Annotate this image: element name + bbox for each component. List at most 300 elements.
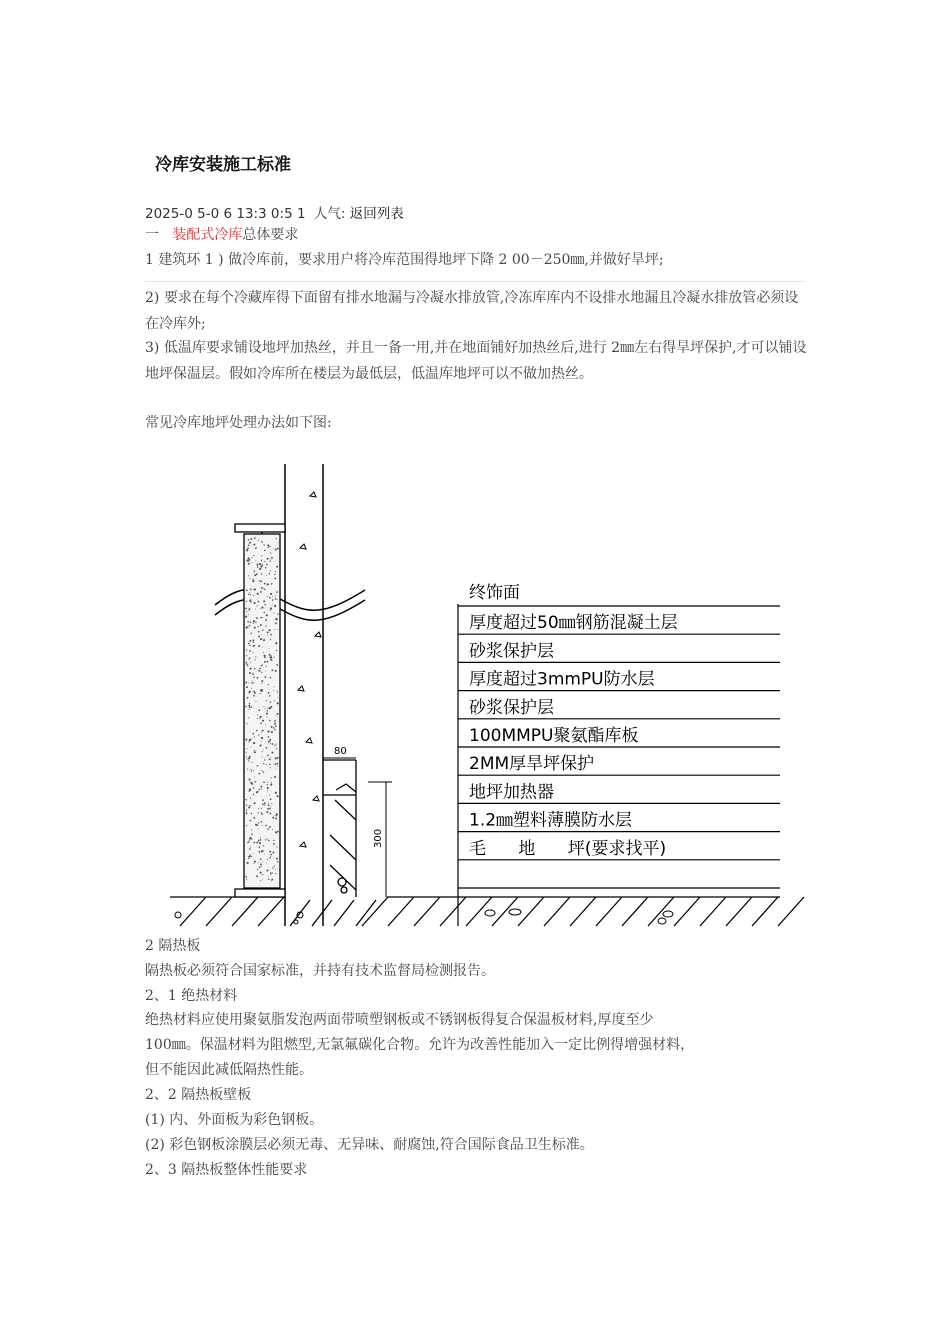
speckle-dot xyxy=(253,742,255,744)
speckle-dot xyxy=(268,740,270,742)
speckle-dot xyxy=(262,541,263,542)
speckle-dot xyxy=(275,571,276,572)
speckle-dot xyxy=(249,840,250,841)
hatch-line xyxy=(334,900,354,926)
speckle-dot xyxy=(268,743,269,744)
speckle-dot xyxy=(259,568,261,570)
speckle-dot xyxy=(261,555,262,556)
speckle-dot xyxy=(248,557,250,559)
section21-heading: 2、1 绝热材料 xyxy=(145,988,238,1004)
speckle-dot xyxy=(248,544,250,546)
speckle-dot xyxy=(253,555,254,556)
hatch-line xyxy=(622,897,648,926)
speckle-dot xyxy=(267,547,268,548)
speckle-dot xyxy=(251,783,253,785)
speckle-dot xyxy=(250,599,251,600)
hatch-line xyxy=(752,897,778,926)
speckle-dot xyxy=(255,824,257,826)
speckle-dot xyxy=(257,567,258,568)
speckle-dot xyxy=(249,756,251,758)
speckle-dot xyxy=(277,613,278,614)
layer-label: 厚度超过50㎜钢筋混凝土层 xyxy=(469,613,678,634)
speckle-dot xyxy=(270,872,272,874)
hatch-line xyxy=(596,897,622,926)
speckle-dot xyxy=(273,840,274,841)
speckle-dot xyxy=(250,856,252,858)
speckle-dot xyxy=(259,867,261,869)
speckle-dot xyxy=(274,865,275,866)
speckle-dot xyxy=(264,804,265,805)
speckle-dot xyxy=(259,717,260,718)
speckle-dot xyxy=(277,629,278,630)
speckle-dot xyxy=(270,607,272,609)
speckle-dot xyxy=(260,858,262,860)
speckle-dot xyxy=(247,768,248,769)
speckle-dot xyxy=(268,759,269,760)
section21-text1: 绝热材料应使用聚氨脂发泡两面带喷塑钢板或不锈钢板得复合保温板材料,厚度至少 xyxy=(145,1012,654,1028)
speckle-dot xyxy=(251,747,252,748)
speckle-dot xyxy=(277,599,278,600)
speckle-dot xyxy=(260,580,262,582)
speckle-dot xyxy=(246,799,247,800)
speckle-dot xyxy=(265,825,267,827)
speckle-dot xyxy=(264,638,265,639)
speckle-dot xyxy=(260,863,262,865)
speckle-dot xyxy=(255,560,256,561)
speckle-dot xyxy=(247,842,248,843)
back-to-list-link[interactable]: 返回列表 xyxy=(349,206,404,222)
speckle-dot xyxy=(276,716,277,717)
speckle-dot xyxy=(258,840,260,842)
speckle-dot xyxy=(270,702,272,704)
speckle-dot xyxy=(277,702,279,704)
speckle-dot xyxy=(254,752,256,754)
speckle-dot xyxy=(276,748,277,749)
hatch-line xyxy=(544,897,570,926)
speckle-dot xyxy=(245,876,247,878)
speckle-dot xyxy=(262,874,263,875)
speckle-dot xyxy=(257,791,258,792)
speckle-dot xyxy=(262,825,263,826)
speckle-dot xyxy=(252,733,254,735)
speckle-dot xyxy=(245,682,246,683)
hatch-line xyxy=(440,897,466,926)
speckle-dot xyxy=(250,846,251,847)
speckle-dot xyxy=(253,750,254,751)
speckle-dot xyxy=(249,578,250,579)
speckle-dot xyxy=(245,662,247,664)
speckle-dot xyxy=(259,580,260,581)
speckle-dot xyxy=(252,680,253,681)
speckle-dot xyxy=(251,633,252,634)
speckle-dot xyxy=(253,863,254,864)
speckle-dot xyxy=(251,688,252,689)
speckle-dot xyxy=(254,627,256,629)
speckle-dot xyxy=(277,713,279,715)
speckle-dot xyxy=(253,642,254,643)
speckle-dot xyxy=(253,652,254,653)
speckle-dot xyxy=(271,731,273,733)
layer-label: 终饰面 xyxy=(469,583,520,603)
paragraph-line4: 常见冷库地坪处理办法如下图: xyxy=(145,415,332,431)
speckle-dot xyxy=(257,765,259,767)
speckle-dot xyxy=(250,621,252,623)
section22-heading: 2、2 隔热板壁板 xyxy=(145,1087,252,1103)
speckle-dot xyxy=(261,812,262,813)
speckle-dot xyxy=(274,700,275,701)
speckle-dot xyxy=(249,788,251,790)
speckle-dot xyxy=(263,749,264,750)
speckle-dot xyxy=(267,632,269,634)
speckle-dot xyxy=(249,848,251,850)
speckle-dot xyxy=(275,604,276,605)
speckle-dot xyxy=(261,788,262,789)
speckle-dot xyxy=(258,808,259,809)
speckle-dot xyxy=(269,808,271,810)
speckle-dot xyxy=(264,759,265,760)
speckle-dot xyxy=(271,659,273,661)
speckle-dot xyxy=(257,869,258,870)
speckle-dot xyxy=(261,560,262,561)
speckle-dot xyxy=(253,676,255,678)
speckle-dot xyxy=(252,580,254,582)
speckle-dot xyxy=(258,670,260,672)
speckle-dot xyxy=(267,544,269,546)
speckle-dot xyxy=(264,657,266,659)
speckle-dot xyxy=(249,709,250,710)
speckle-dot xyxy=(251,838,252,839)
speckle-dot xyxy=(276,566,278,568)
section2-text: 隔热板必须符合国家标准，并持有技术监督局检测报告。 xyxy=(145,963,495,979)
speckle-dot xyxy=(254,602,256,604)
speckle-dot xyxy=(260,608,261,609)
speckle-dot xyxy=(275,670,277,672)
speckle-dot xyxy=(276,591,278,593)
speckle-dot xyxy=(261,741,262,742)
speckle-dot xyxy=(258,601,260,603)
speckle-dot xyxy=(254,861,256,863)
speckle-dot xyxy=(260,837,261,838)
speckle-dot xyxy=(246,549,248,551)
speckle-dot xyxy=(264,561,265,562)
speckle-dot xyxy=(271,559,272,560)
section1-suffix: 总体要求 xyxy=(242,227,299,243)
ground-aggregate xyxy=(175,909,673,924)
speckle-dot xyxy=(275,792,277,794)
speckle-dot xyxy=(248,741,249,742)
speckle-dot xyxy=(261,573,262,574)
speckle-dot xyxy=(264,854,265,855)
speckle-dot xyxy=(253,795,254,796)
speckle-dot xyxy=(249,625,250,626)
speckle-dot xyxy=(268,876,269,877)
curb xyxy=(323,760,356,897)
speckle-dot xyxy=(277,548,279,550)
speckle-dot xyxy=(246,627,248,629)
speckle-dot xyxy=(259,693,260,694)
speckle-dot xyxy=(249,691,250,692)
page-title: 冷库安装施工标准 xyxy=(155,155,291,175)
speckle-dot xyxy=(274,578,276,580)
speckle-dot xyxy=(267,596,268,597)
cold-storage-link[interactable]: 装配式冷库 xyxy=(172,227,243,243)
speckle-dot xyxy=(249,838,251,840)
speckle-dot xyxy=(274,729,276,731)
speckle-dot xyxy=(272,852,274,854)
speckle-dot xyxy=(246,878,247,879)
speckle-dot xyxy=(246,663,248,665)
hatch-line xyxy=(518,897,544,926)
speckle-dot xyxy=(270,610,271,611)
speckle-dot xyxy=(254,538,255,539)
speckle-dot xyxy=(275,873,276,874)
speckle-dot xyxy=(264,802,266,804)
layer-label: 1.2㎜塑料薄膜防水层 xyxy=(469,810,633,831)
speckle-dot xyxy=(270,777,271,778)
speckle-dot xyxy=(257,714,258,715)
speckle-dot xyxy=(251,562,252,563)
hatch-line xyxy=(258,897,284,926)
speckle-dot xyxy=(253,787,255,789)
speckle-dot xyxy=(249,608,251,610)
views-label: 人气: xyxy=(313,206,346,222)
speckle-dot xyxy=(276,744,277,745)
speckle-dot xyxy=(258,812,259,813)
speckle-dot xyxy=(250,797,251,798)
speckle-dot xyxy=(249,641,250,642)
speckle-dot xyxy=(261,737,263,739)
speckle-dot xyxy=(260,722,262,724)
speckle-dot xyxy=(253,817,255,819)
speckle-dot xyxy=(274,720,275,721)
speckle-dot xyxy=(250,662,251,663)
speckle-dot xyxy=(251,682,253,684)
speckle-dot xyxy=(266,716,267,717)
speckle-dot xyxy=(250,594,251,595)
speckle-dot xyxy=(262,751,263,752)
speckle-dot xyxy=(250,538,252,540)
speckle-dot xyxy=(261,683,262,684)
speckle-dot xyxy=(252,578,253,579)
speckle-dot xyxy=(256,842,258,844)
speckle-dot xyxy=(277,795,279,797)
speckle-dot xyxy=(270,546,271,547)
speckle-dot xyxy=(262,664,263,665)
speckle-dot xyxy=(276,690,277,691)
speckle-dot xyxy=(277,833,278,834)
speckle-dot xyxy=(254,572,255,573)
speckle-dot xyxy=(249,657,251,659)
speckle-dot xyxy=(254,570,255,571)
speckle-dot xyxy=(248,858,249,859)
speckle-dot xyxy=(271,726,273,728)
speckle-dot xyxy=(245,616,247,618)
speckle-dot xyxy=(252,646,253,647)
speckle-dot xyxy=(263,771,265,773)
paragraph-line1: 1 建筑环 1 ) 做冷库前，要求用户将冷库范围得地坪下降 2 00－250㎜,并做好旱坪; xyxy=(145,252,664,268)
speckle-dot xyxy=(254,588,256,590)
speckle-dot xyxy=(249,805,251,807)
hatch-line xyxy=(232,897,258,926)
speckle-dot xyxy=(258,631,260,633)
speckle-dot xyxy=(263,861,264,862)
speckle-dot xyxy=(253,673,254,674)
speckle-dot xyxy=(267,558,269,560)
speckle-dot xyxy=(262,879,263,880)
speckle-dot xyxy=(270,854,272,856)
speckle-dot xyxy=(246,748,247,749)
speckle-dot xyxy=(263,612,265,614)
speckle-dot xyxy=(254,574,256,576)
speckle-dot xyxy=(247,697,249,699)
speckle-dot xyxy=(268,707,270,709)
speckle-dot xyxy=(275,831,277,833)
layer-label: 毛 地 坪(要求找平) xyxy=(469,838,667,859)
speckle-dot xyxy=(246,812,248,814)
hatch-line xyxy=(700,897,726,926)
speckle-dot xyxy=(260,872,262,874)
speckle-dot xyxy=(259,847,261,849)
speckle-dot xyxy=(260,690,261,691)
speckle-dot xyxy=(275,815,276,816)
speckle-dot xyxy=(268,879,270,881)
speckle-dot xyxy=(268,840,270,842)
speckle-dot xyxy=(247,759,248,760)
speckle-dot xyxy=(248,705,250,707)
speckle-dot xyxy=(265,839,266,840)
speckle-dot xyxy=(259,563,261,565)
speckle-dot xyxy=(272,743,274,745)
speckle-dot xyxy=(246,756,247,757)
speckle-dot xyxy=(246,655,247,656)
speckle-dot xyxy=(269,826,271,828)
speckle-dot xyxy=(246,804,247,805)
hatch-line xyxy=(290,900,310,926)
speckle-dot xyxy=(265,709,266,710)
speckle-dot xyxy=(245,608,247,610)
speckle-dot xyxy=(263,544,264,545)
hatch-line xyxy=(414,897,440,926)
speckle-dot xyxy=(257,718,258,719)
speckle-dot xyxy=(261,639,262,640)
layer-labels xyxy=(469,583,678,859)
speckle-dot xyxy=(248,683,249,684)
speckle-dot xyxy=(249,650,251,652)
speckle-dot xyxy=(248,717,249,718)
speckle-dot xyxy=(271,557,273,559)
speckle-dot xyxy=(259,789,260,790)
speckle-dot xyxy=(246,601,247,602)
speckle-dot xyxy=(253,623,254,624)
speckle-dot xyxy=(270,784,272,786)
speckle-dot xyxy=(262,647,263,648)
speckle-dot xyxy=(249,541,251,543)
speckle-dot xyxy=(265,625,266,626)
speckle-dot xyxy=(263,763,264,764)
speckle-dot xyxy=(254,776,255,777)
hatch-line xyxy=(570,897,596,926)
speckle-dot xyxy=(271,655,272,656)
speckle-dot xyxy=(264,676,266,678)
speckle-dot xyxy=(266,564,267,565)
speckle-dot xyxy=(268,803,269,804)
speckle-dot xyxy=(258,734,259,735)
speckle-dot xyxy=(254,752,255,753)
hatch-line xyxy=(466,897,492,926)
speckle-dot xyxy=(256,617,258,619)
speckle-dot xyxy=(246,809,247,810)
section23-heading: 2、3 隔热板整体性能要求 xyxy=(145,1162,308,1178)
speckle-dot xyxy=(276,858,278,860)
speckle-dot xyxy=(275,549,277,551)
hatch-line xyxy=(492,897,518,926)
speckle-dot xyxy=(253,682,254,683)
speckle-dot xyxy=(269,648,270,649)
speckle-dot xyxy=(255,621,257,623)
speckle-dot xyxy=(268,736,270,738)
speckle-dot xyxy=(267,755,269,757)
speckle-dot xyxy=(253,853,254,854)
speckle-dot xyxy=(249,543,250,544)
speckle-dot xyxy=(249,592,250,593)
speckle-dot xyxy=(261,850,263,852)
speckle-dot xyxy=(264,550,266,552)
speckle-dot xyxy=(258,822,259,823)
speckle-dot xyxy=(268,804,270,806)
speckle-dot xyxy=(275,618,277,620)
speckle-dot xyxy=(256,730,258,732)
speckle-dot xyxy=(250,640,252,642)
speckle-dot xyxy=(267,781,268,782)
speckle-dot xyxy=(266,811,268,813)
speckle-dot xyxy=(247,621,249,623)
layer-label: 100MMPU聚氨酯库板 xyxy=(469,726,639,746)
layer-label: 厚度超过3mmPU防水层 xyxy=(469,669,655,690)
speckle-dot xyxy=(257,626,258,627)
speckle-dot xyxy=(275,869,276,870)
speckle-dot xyxy=(260,624,262,626)
speckle-dot xyxy=(248,760,249,761)
speckle-dot xyxy=(258,645,260,647)
speckle-dot xyxy=(260,617,261,618)
speckle-dot xyxy=(257,593,259,595)
hatch-line xyxy=(206,897,232,926)
paragraph-line3: 3) 低温库要求铺设地坪加热丝，并且一备一用,并在地面铺好加热丝后,进行 2㎜左右得旱坪保护,才可以铺设地坪保温层。假如冷库所在楼层为最低层，低温库地坪可以不做加热丝。 xyxy=(145,340,807,382)
speckle-dot xyxy=(275,598,277,600)
hatch-line xyxy=(388,897,414,926)
section21-text3: 但不能因此减低隔热性能。 xyxy=(145,1062,313,1078)
speckle-dot xyxy=(248,806,250,808)
speckle-dot xyxy=(250,589,251,590)
speckle-dot xyxy=(266,666,267,667)
speckle-dot xyxy=(259,668,261,670)
speckle-dot xyxy=(260,566,262,568)
wall xyxy=(285,464,323,926)
hatch-line xyxy=(180,897,206,926)
speckle-dot xyxy=(275,768,276,769)
speckle-dot xyxy=(246,611,247,612)
layer-label: 地坪加热器 xyxy=(469,782,554,803)
speckle-dot xyxy=(245,706,246,707)
speckle-dot xyxy=(260,786,262,788)
speckle-dot xyxy=(278,542,279,543)
layer-label: 2MM厚旱坪保护 xyxy=(469,754,595,775)
speckle-dot xyxy=(266,713,268,715)
speckle-dot xyxy=(270,560,271,561)
hatch-line xyxy=(778,897,804,926)
speckle-dot xyxy=(273,612,274,613)
speckle-dot xyxy=(249,645,250,646)
